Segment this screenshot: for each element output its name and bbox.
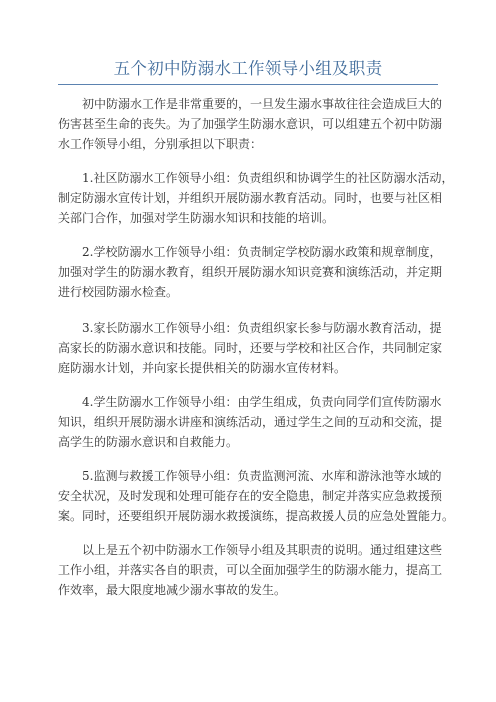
paragraph-line: 庭防溺水计划，并向家长提供相关的防溺水宣传材料。 (58, 361, 347, 375)
paragraph-line: 伤害甚至生命的丧失。为了加强学生防溺水意识，可以组建五个初中防溺 (58, 117, 443, 131)
paragraph-line: 高家长的防溺水意识和技能。同时，还要与学校和社区合作，共同制定家 (58, 341, 443, 355)
paragraph-intro (58, 94, 442, 154)
title-divider (58, 84, 438, 85)
document-title: 五个初中防溺水工作领导小组及职责 (113, 59, 383, 78)
paragraph-line: 初中防溺水工作是非常重要的，一旦发生溺水事故往往会造成巨大的 (82, 97, 443, 111)
paragraph-line: 5.监测与救援工作领导小组：负责监测河流、水库和游泳池等水域的 (82, 469, 442, 483)
paragraph-line: 加强对学生的防溺水教育，组织开展防溺水知识竞赛和演练活动，并定期 (58, 265, 443, 279)
paragraph-line: 工作小组，并落实各自的职责，可以全面加强学生的防溺水能力，提高工 (58, 563, 443, 577)
paragraph-item-4 (58, 392, 442, 452)
paragraph-line: 进行校园防溺水检查。 (58, 285, 179, 299)
paragraph-conclusion (58, 540, 442, 600)
paragraph-line: 安全状况，及时发现和处理可能存在的安全隐患，制定并落实应急救援预 (58, 489, 443, 503)
paragraph-line: 水工作领导小组，分别承担以下职责： (58, 137, 263, 151)
paragraph-item-3 (58, 318, 442, 378)
paragraph-line: 案。同时，还要组织开展防溺水救援演练，提高救援人员的应急处置能力。 (58, 509, 455, 523)
paragraph-line: 关部门合作，加强对学生防溺水知识和技能的培训。 (58, 211, 335, 225)
paragraph-line: 高学生的防溺水意识和自救能力。 (58, 435, 239, 449)
paragraph-item-2 (58, 242, 442, 302)
paragraph-line: 以上是五个初中防溺水工作领导小组及其职责的说明。通过组建这些 (82, 543, 443, 557)
paragraph-line: 制定防溺水宣传计划，并组织开展防溺水教育活动。同时，也要与社区相 (58, 191, 443, 205)
paragraph-line: 4.学生防溺水工作领导小组：由学生组成，负责向同学们宣传防溺水 (82, 395, 442, 409)
paragraph-line: 作效率，最大限度地减少溺水事故的发生。 (58, 583, 287, 597)
paragraph-line: 3.家长防溺水工作领导小组：负责组织家长参与防溺水教育活动，提 (82, 321, 442, 335)
paragraph-line: 知识，组织开展防溺水讲座和演练活动，通过学生之间的互动和交流，提 (58, 415, 443, 429)
paragraph-line: 2.学校防溺水工作领导小组：负责制定学校防溺水政策和规章制度， (82, 245, 442, 259)
paragraph-item-5 (58, 466, 455, 526)
paragraph-line: 1.社区防溺水工作领导小组：负责组织和协调学生的社区防溺水活动， (82, 171, 454, 185)
paragraph-item-1 (58, 168, 454, 228)
